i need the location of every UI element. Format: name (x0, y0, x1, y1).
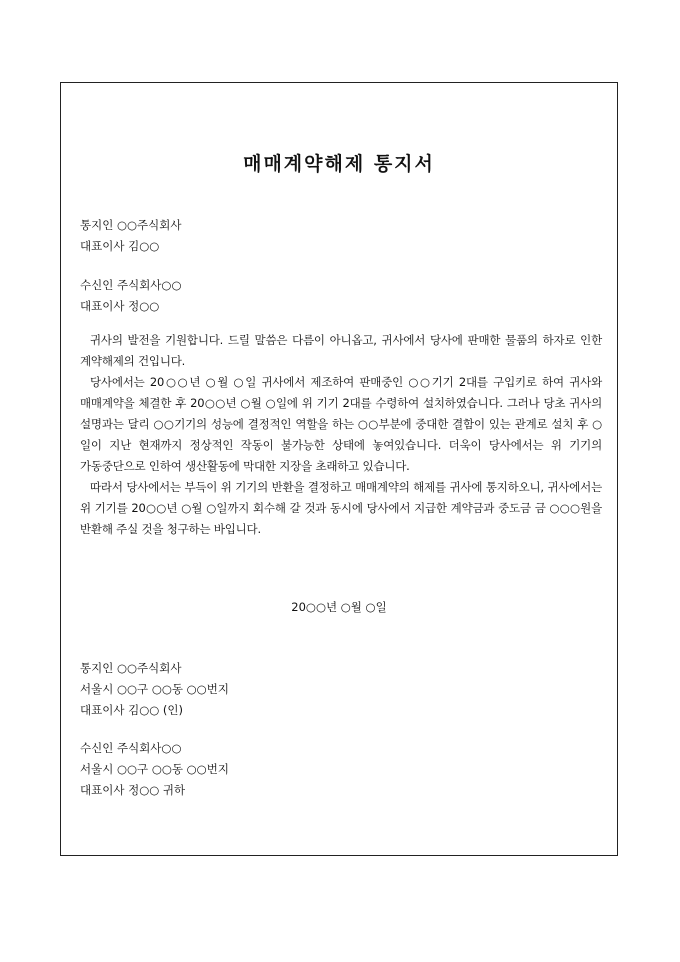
footer-sender-line3: 대표이사 김○○ (인) (80, 703, 184, 717)
header-sender-line1: 통지인 ○○주식회사 (80, 218, 182, 232)
document-date: 20○○년 ○월 ○일 (291, 600, 387, 614)
document-frame (60, 82, 618, 856)
header-recipient (80, 275, 182, 317)
footer-recipient-line3: 대표이사 정○○ 귀하 (80, 783, 186, 797)
body-text (80, 330, 602, 540)
body-paragraph-1: 귀사의 발전을 기원합니다. 드릴 말씀은 다름이 아니옵고, 귀사에서 당사에 판매한 물품의 하자로 인한 계약해제의 건입니다. (80, 333, 602, 368)
footer-recipient (80, 738, 229, 801)
header-recipient-line1: 수신인 주식회사○○ (80, 278, 182, 292)
header-sender (80, 215, 182, 257)
document-title: 매매계약해제 통지서 (243, 153, 435, 175)
header-recipient-line2: 대표이사 정○○ (80, 299, 160, 313)
header-sender-line2: 대표이사 김○○ (80, 239, 160, 253)
footer-recipient-line1: 수신인 주식회사○○ (80, 741, 182, 755)
footer-sender (80, 658, 229, 721)
footer-sender-line2: 서울시 ○○구 ○○동 ○○번지 (80, 682, 229, 696)
footer-sender-line1: 통지인 ○○주식회사 (80, 661, 182, 675)
footer-recipient-line2: 서울시 ○○구 ○○동 ○○번지 (80, 762, 229, 776)
body-paragraph-2: 당사에서는 20○○년 ○월 ○일 귀사에서 제조하여 판매중인 ○○기기 2대를 구입키로 하여 귀사와 매매계약을 체결한 후 20○○년 ○월 ○일에 위 기기 2대를 수령하여 설치하였습니다. 그러나 당초 귀사의 설명과는 달리 ○○기기의 성능에 결정적인 역할을 하는 ○○부분에 중대한 결함이 있는 관계로 설치 후 ○일이 지난 현재까지 정상적인 작동이 불가능한 상태에 놓여있습니다. 더욱이 당사에서는 위 기기의 가동중단으로 인하여 생산활동에 막대한 지장을 초래하고 있습니다. (80, 375, 602, 473)
body-paragraph-3: 따라서 당사에서는 부득이 위 기기의 반환을 결정하고 매매계약의 해제를 귀사에 통지하오니, 귀사에서는 위 기기를 20○○년 ○월 ○일까지 회수해 갈 것과 동시에 당사에서 지급한 계약금과 중도금 금 ○○○원을 반환해 주실 것을 청구하는 바입니다. (80, 480, 602, 536)
